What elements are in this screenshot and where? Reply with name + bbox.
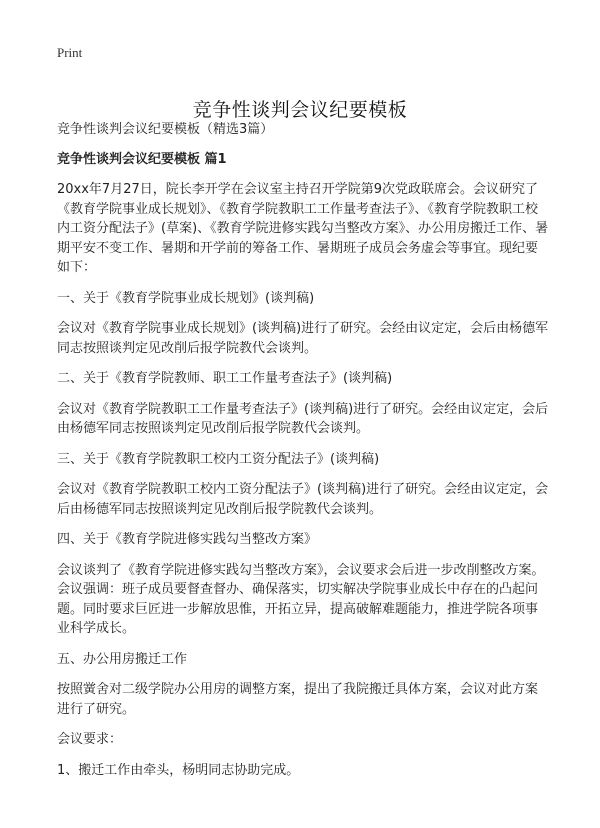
body-paragraph-4: 会议谈判了《教育学院进修实践勾当整改方案》，会议要求会后进一步改削整改方案。会议强调：班子成员要督查督办、确保落实，切实解决学院事业成长中存在的凸起问题。同时要求巨匠进一步解放思惟，开拓立异，提高破解难题能力，推进学院各项事业科学成长。 xyxy=(57,562,545,636)
document-title: 竞争性谈判会议纪要模板 xyxy=(192,98,408,121)
heading-item-3: 三、关于《教育学院教职工校内工资分配法子》(谈判稿) xyxy=(57,451,380,467)
document-body xyxy=(57,120,549,791)
heading-item-4: 四、关于《教育学院进修实践勾当整改方案》 xyxy=(57,532,318,547)
heading-item-2: 二、关于《教育学院教师、职工工作量考查法子》(谈判稿) xyxy=(57,371,393,386)
body-paragraph-1: 会议对《教育学院事业成长规划》(谈判稿)进行了研究。会经由议定定，会后由杨德军同志按照谈判定见改削后报学院教代会谈判。 xyxy=(57,321,549,356)
heading-item-5: 五、办公用房搬迁工作 xyxy=(57,651,188,667)
requirement-item-1: 1、搬迁工作由牵头，杨明同志协助完成。 xyxy=(57,762,300,778)
print-link[interactable]: Print xyxy=(57,45,83,60)
body-paragraph-3: 会议对《教育学院教职工校内工资分配法子》(谈判稿)进行了研究。会经由议定定，会后由杨德军同志按照谈判定见改削后报学院教代会谈判。 xyxy=(57,482,549,517)
heading-item-1: 一、关于《教育学院事业成长规划》(谈判稿) xyxy=(57,290,315,306)
requirements-label: 会议要求： xyxy=(57,732,123,747)
document-subtitle: 竞争性谈判会议纪要模板（精选3篇） xyxy=(57,122,274,137)
body-paragraph-5: 按照黉舍对二级学院办公用房的调整方案，提出了我院搬迁具体方案，会议对此方案进行了研究。 xyxy=(57,682,539,717)
body-paragraph-2: 会议对《教育学院教职工工作量考查法子》(谈判稿)进行了研究。会经由议定定，会后由杨德军同志按照谈判定见改削后报学院教代会谈判。 xyxy=(57,401,549,436)
section-title: 竞争性谈判会议纪要模板 篇1 xyxy=(57,151,227,167)
intro-paragraph: 20xx年7月27日，院长李开学在会议室主持召开学院第9次党政联席会。会议研究了《教育学院事业成长规划》、《教育学院教职工工作量考查法子》、《教育学院教职工校内工资分配法子》(草案)、《教育学院进修实践勾当整改方案》、办公用房搬迁工作、暑期平安不变工作、暑期和开学前的筹备工作、暑期班子成员会务虚会等事宜。现纪要如下： xyxy=(57,182,549,275)
